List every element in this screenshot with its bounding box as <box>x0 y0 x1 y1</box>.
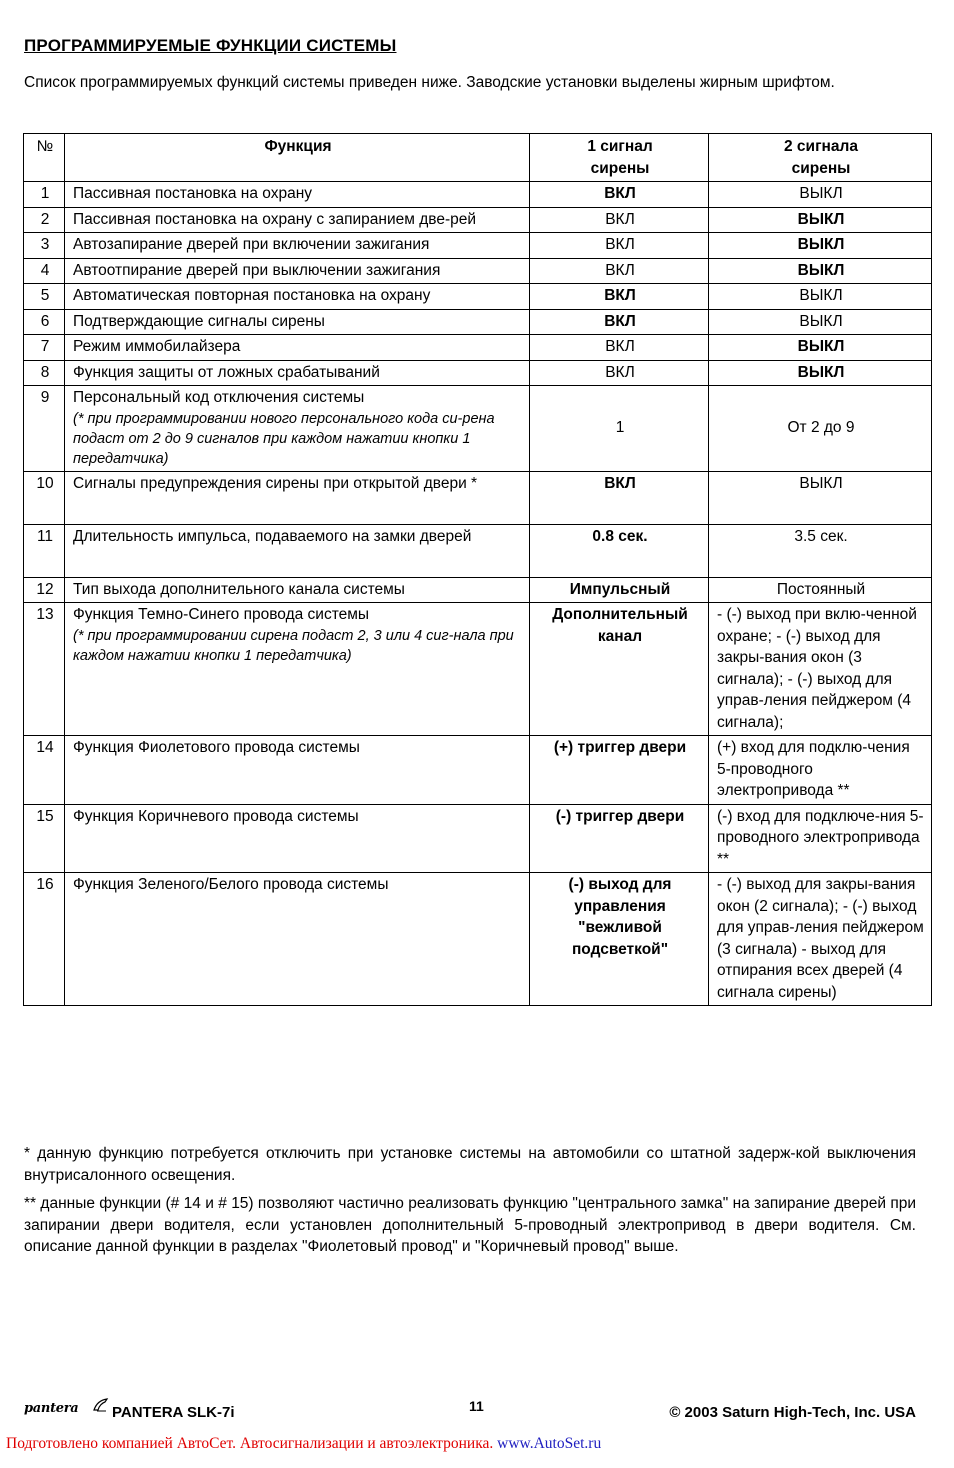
model-name: PANTERA SLK-7i <box>112 1404 235 1421</box>
row-function: Подтверждающие сигналы сирены <box>65 309 530 335</box>
row-function <box>65 386 530 472</box>
row-two-signals: (+) вход для подклю-чения 5-проводного электропривода ** <box>709 736 932 805</box>
row-num: 9 <box>24 386 65 472</box>
row-one-signal: ВКЛ <box>530 258 709 284</box>
header-one-signal: 1 сигнал сирены <box>530 134 709 182</box>
row-two-signals: ВЫКЛ <box>709 335 932 361</box>
row-one-signal: (-) триггер двери <box>530 804 709 873</box>
row-num: 14 <box>24 736 65 805</box>
row-one-signal: ВКЛ <box>530 182 709 208</box>
row-function: Автозапирание дверей при включении зажигания <box>65 233 530 259</box>
row-two-signals: ВЫКЛ <box>709 309 932 335</box>
row-two-signals: - (-) выход при вклю-ченной охране; - (-) выход для закры-вания окон (3 сигнала); - (-) выход для управ-ления пейджером (4 сигнала); <box>709 603 932 736</box>
row-function-title: Персональный код отключения системы <box>73 389 365 406</box>
table-row <box>24 233 932 259</box>
row-one-signal: (+) триггер двери <box>530 736 709 805</box>
row-num: 13 <box>24 603 65 736</box>
functions-table <box>23 133 932 1006</box>
row-function-note: (* при программировании нового персонального кода си-рена подаст от 2 до 9 сигналов при каждом нажатии кнопки 1 передатчика) <box>73 410 495 467</box>
table-row <box>24 360 932 386</box>
row-two-signals: - (-) выход для закры-вания окон (2 сигнала); - (-) выход для управ-ления пейджером (3 сигнала) - выход для отпирания всех дверей (4 сигнала сирены) <box>709 873 932 1006</box>
table-row <box>24 471 932 524</box>
copyright: © 2003 Saturn High-Tech, Inc. USA <box>669 1404 916 1421</box>
row-one-signal: 1 <box>530 386 709 472</box>
row-two-signals: (-) вход для подключе-ния 5-проводного электропривода ** <box>709 804 932 873</box>
row-num: 10 <box>24 471 65 524</box>
row-one-signal: ВКЛ <box>530 471 709 524</box>
table-row <box>24 284 932 310</box>
row-one-signal: Импульсный <box>530 577 709 603</box>
row-two-signals: Постоянный <box>709 577 932 603</box>
row-function: Тип выхода дополнительного канала системы <box>65 577 530 603</box>
row-num: 3 <box>24 233 65 259</box>
table-row <box>24 258 932 284</box>
row-two-signals: ВЫКЛ <box>709 360 932 386</box>
row-function: Автоотпирание дверей при выключении зажигания <box>65 258 530 284</box>
table-row <box>24 873 932 1006</box>
row-function: Функция защиты от ложных срабатываний <box>65 360 530 386</box>
table-row <box>24 603 932 736</box>
row-function: Функция Зеленого/Белого провода системы <box>65 873 530 1006</box>
row-two-signals: ВЫКЛ <box>709 258 932 284</box>
intro-text: Список программируемых функций системы приведен ниже. Заводские установки выделены жирным шрифтом. <box>24 74 835 91</box>
row-two-signals: ВЫКЛ <box>709 284 932 310</box>
row-function: Пассивная постановка на охрану с запиранием две-рей <box>65 207 530 233</box>
row-num: 7 <box>24 335 65 361</box>
row-num: 15 <box>24 804 65 873</box>
row-one-signal: (-) выход для управления "вежливой подсветкой" <box>530 873 709 1006</box>
table-row <box>24 309 932 335</box>
row-num: 5 <box>24 284 65 310</box>
row-one-signal: ВКЛ <box>530 335 709 361</box>
footnote-two: ** данные функции (# 14 и # 15) позволяют частично реализовать функцию "центрального замка" на запирание дверей при запирании двери водителя, если установлен дополнительный 5-проводный электропривод в двери водителя. См. описание данной функции в разделах "Фиолетовый провод" и "Коричневый провод" выше. <box>24 1195 916 1255</box>
row-one-signal: Дополнительный канал <box>530 603 709 736</box>
row-function: Функция Коричневого провода системы <box>65 804 530 873</box>
row-two-signals: ВЫКЛ <box>709 233 932 259</box>
pantera-logo: pantera <box>24 1401 79 1416</box>
table-row <box>24 524 932 577</box>
row-function-title: Функция Темно-Синего провода системы <box>73 606 370 623</box>
row-num: 8 <box>24 360 65 386</box>
table-row <box>24 804 932 873</box>
footnote-one: * данную функцию потребуется отключить при установке системы на автомобили со штатной задерж-кой выключения внутрисалонного освещения. <box>24 1145 916 1184</box>
table-row <box>24 736 932 805</box>
row-num: 1 <box>24 182 65 208</box>
row-one-signal: ВКЛ <box>530 284 709 310</box>
page-number: 11 <box>469 1398 484 1414</box>
panther-icon <box>92 1396 110 1419</box>
credit-link[interactable]: www.AutoSet.ru <box>497 1435 602 1452</box>
row-function: Пассивная постановка на охрану <box>65 182 530 208</box>
row-function: Функция Фиолетового провода системы <box>65 736 530 805</box>
row-num: 12 <box>24 577 65 603</box>
row-function <box>65 603 530 736</box>
page-title: ПРОГРАММИРУЕМЫЕ ФУНКЦИИ СИСТЕМЫ <box>24 36 397 55</box>
table-row <box>24 386 932 472</box>
row-num: 2 <box>24 207 65 233</box>
credit-line <box>6 1435 601 1453</box>
header-num: № <box>24 134 65 182</box>
table-header-row <box>24 134 932 182</box>
header-function: Функция <box>65 134 530 182</box>
row-two-signals: ВЫКЛ <box>709 207 932 233</box>
table-row <box>24 207 932 233</box>
row-one-signal: ВКЛ <box>530 309 709 335</box>
row-num: 16 <box>24 873 65 1006</box>
row-two-signals: 3.5 сек. <box>709 524 932 577</box>
row-function-note: (* при программировании сирена подаст 2, 3 или 4 сиг-нала при каждом нажатии кнопки 1 передатчика) <box>73 627 514 664</box>
row-one-signal: ВКЛ <box>530 360 709 386</box>
header-two-signals: 2 сигнала сирены <box>709 134 932 182</box>
row-one-signal: 0.8 сек. <box>530 524 709 577</box>
row-num: 6 <box>24 309 65 335</box>
table-row <box>24 335 932 361</box>
table-row <box>24 577 932 603</box>
row-two-signals: От 2 до 9 <box>709 386 932 472</box>
row-two-signals: ВЫКЛ <box>709 182 932 208</box>
row-two-signals: ВЫКЛ <box>709 471 932 524</box>
row-num: 4 <box>24 258 65 284</box>
row-num: 11 <box>24 524 65 577</box>
row-function: Режим иммобилайзера <box>65 335 530 361</box>
row-function: Автоматическая повторная постановка на охрану <box>65 284 530 310</box>
credit-text: Подготовлено компанией АвтоСет. Автосигнализации и автоэлектроника. <box>6 1435 494 1452</box>
row-function: Длительность импульса, подаваемого на замки дверей <box>65 524 530 577</box>
row-function: Сигналы предупреждения сирены при открытой двери * <box>65 471 530 524</box>
row-one-signal: ВКЛ <box>530 207 709 233</box>
row-one-signal: ВКЛ <box>530 233 709 259</box>
page-footer <box>24 1396 924 1426</box>
table-row <box>24 182 932 208</box>
